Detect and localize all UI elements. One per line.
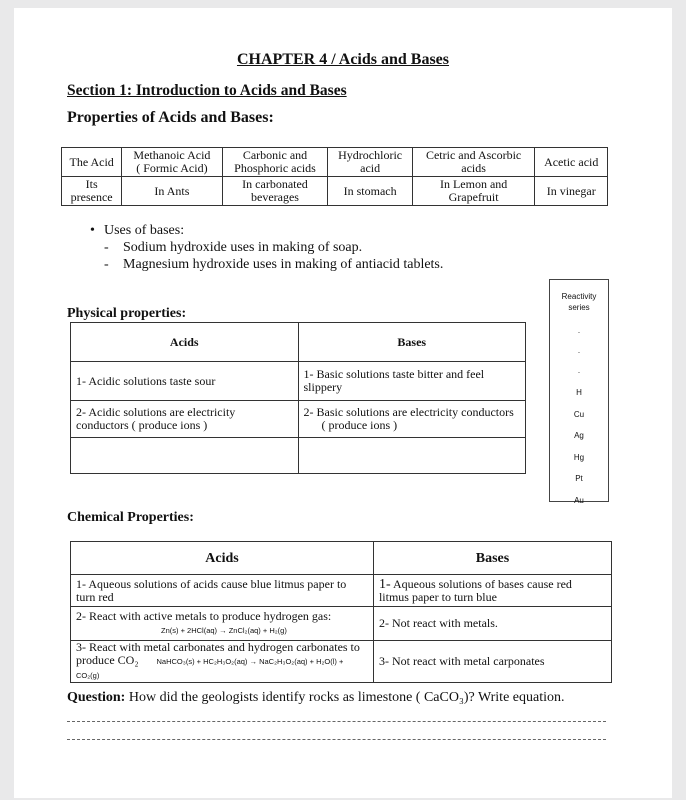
table-cell: Hydrochloric acid: [328, 148, 412, 177]
table-row: [71, 607, 612, 641]
table-cell: Cetric and Ascorbic acids: [412, 148, 535, 177]
ellipsis-dot: .: [577, 366, 581, 375]
list-item: - Magnesium hydroxide uses in making of antiacid tablets.: [90, 256, 443, 273]
table-cell: 2- Not react with metals.: [373, 607, 611, 641]
bases-header: Bases: [373, 542, 611, 575]
table-cell: 1- Acidic solutions taste sour: [71, 362, 299, 401]
table-cell: 2- Basic solutions are electricity conductors ( produce ions ): [298, 401, 526, 438]
table-cell: In vinegar: [535, 177, 608, 206]
table-cell: In Lemon and Grapefruit: [412, 177, 535, 206]
ellipsis-dot: .: [577, 326, 581, 335]
chemical-heading: Chemical Properties:: [67, 510, 194, 525]
table-cell: In stomach: [328, 177, 412, 206]
table-row: [71, 401, 526, 438]
table-cell: Acetic acid: [535, 148, 608, 177]
element-symbol: Hg: [573, 453, 585, 462]
worksheet-page: [14, 8, 672, 798]
table-cell: [71, 438, 299, 474]
table-cell: 3- Not react with metal carponates: [373, 641, 611, 683]
physical-heading: Physical properties:: [67, 306, 187, 321]
acids-header: Acids: [71, 542, 374, 575]
equation: NaHCO₃(s) + HC₂H₃O₂(aq) → NaC₂H₃O₂(aq) + H₂O(l) + CO₂(g): [76, 657, 344, 680]
bases-header: Bases: [298, 323, 526, 362]
section-heading: Section 1: Introduction to Acids and Bases: [67, 82, 347, 99]
table-header-row: [71, 323, 526, 362]
table-cell: 2- React with active metals to produce hydrogen gas: Zn(s) + 2HCl(aq) → ZnCl₂(aq) + H₂(g): [71, 607, 374, 641]
element-symbol: Ag: [574, 431, 584, 440]
properties-heading: Properties of Acids and Bases:: [67, 109, 274, 126]
table-cell: [298, 438, 526, 474]
ellipsis-dot: .: [577, 346, 581, 355]
table-cell: Its presence: [62, 177, 122, 206]
chemical-properties-table: [70, 541, 612, 683]
table-cell: 1- Aqueous solutions of acids cause blue litmus paper to turn red: [71, 575, 374, 607]
element-symbol: Au: [574, 496, 584, 505]
bullet-heading: • Uses of bases:: [90, 222, 443, 239]
equation: Zn(s) + 2HCl(aq) → ZnCl₂(aq) + H₂(g): [161, 626, 287, 635]
chapter-title: CHAPTER 4 / Acids and Bases: [236, 51, 450, 68]
reactivity-series-box: [549, 279, 609, 505]
element-symbol: Pt: [575, 474, 583, 483]
element-symbol: Cu: [573, 410, 585, 419]
table-row: [71, 575, 612, 607]
table-cell: In Ants: [122, 177, 222, 206]
acids-header: Acids: [71, 323, 299, 362]
table-row: [71, 362, 526, 401]
table-cell: 1- Basic solutions taste bitter and feel slippery: [298, 362, 526, 401]
table-row: [62, 148, 608, 177]
table-row: [62, 177, 608, 206]
question: Question: How did the geologists identify rocks as limestone ( CaCO₃)? Write equation.: [67, 690, 565, 705]
list-item: - Sodium hydroxide uses in making of soap.: [90, 239, 443, 256]
table-header-row: [71, 542, 612, 575]
uses-of-bases-list: [90, 222, 443, 273]
table-cell: Carbonic and Phosphoric acids: [222, 148, 328, 177]
acid-presence-table: [61, 147, 608, 206]
answer-line: [67, 721, 606, 722]
reactivity-title: Reactivity series: [561, 292, 597, 312]
element-symbol: H: [576, 388, 582, 397]
table-cell: 1- Aqueous solutions of bases cause red litmus paper to turn blue: [373, 575, 611, 607]
table-cell: 2- Acidic solutions are electricity conductors ( produce ions ): [71, 401, 299, 438]
answer-line: [67, 739, 606, 740]
table-cell: The Acid: [62, 148, 122, 177]
table-cell: 3- React with metal carbonates and hydrogen carbonates to produce CO₂ NaHCO₃(s) + HC₂H₃O₂(aq) → NaC₂H₃O₂(aq) + H₂O(l) + CO₂(g): [71, 641, 374, 683]
physical-properties-table: [70, 322, 526, 474]
table-row: [71, 438, 526, 474]
table-cell: Methanoic Acid ( Formic Acid): [122, 148, 222, 177]
table-cell: In carbonated beverages: [222, 177, 328, 206]
table-row: [71, 641, 612, 683]
